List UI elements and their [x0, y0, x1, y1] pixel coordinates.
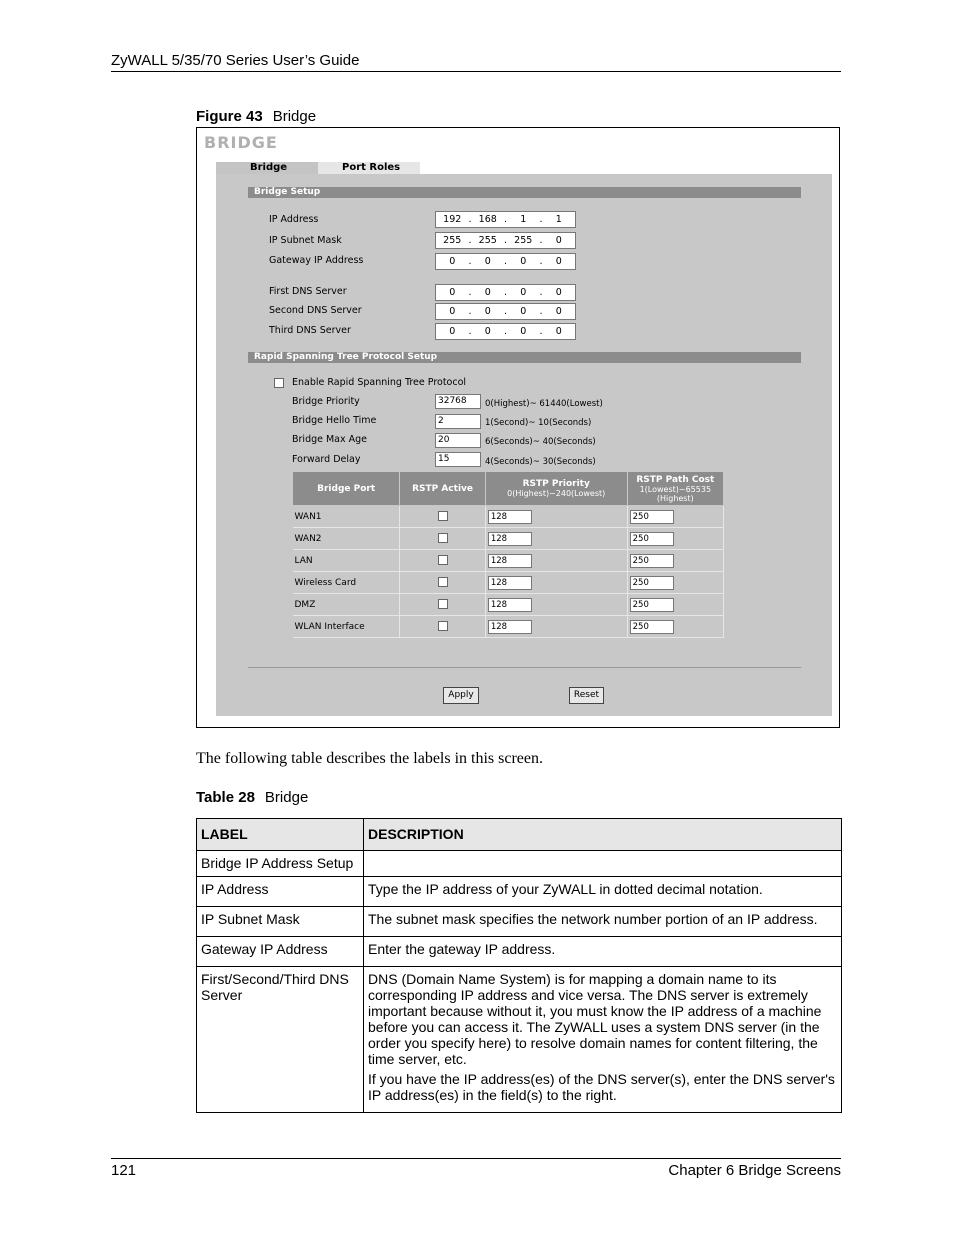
rstp-active-cell [400, 506, 486, 528]
tab-port-roles[interactable]: Port Roles [318, 162, 420, 174]
priority-cell [485, 616, 627, 638]
gateway-label: Gateway IP Address [269, 255, 364, 266]
ip-address-label: IP Address [269, 214, 319, 225]
table-row [197, 851, 842, 877]
octet: 0 [520, 256, 527, 267]
forward-delay-hint: 4(Seconds)~ 30(Seconds) [485, 457, 596, 467]
description-text-2: If you have the IP address(es) of the DNS server(s), enter the DNS server's IP address(es) in the field(s) to the right. [368, 1071, 835, 1103]
col-bridge-port: Bridge Port [293, 472, 400, 506]
third-dns-input[interactable]: 0 . 0 . 0 . 0 [435, 323, 576, 340]
priority-input[interactable]: 128 [488, 598, 532, 612]
table-label: Table 28 [196, 789, 255, 806]
intro-paragraph: The following table describes the labels in this screen. [196, 750, 544, 767]
rstp-active-cell [400, 616, 486, 638]
running-header: ZyWALL 5/35/70 Series User’s Guide [111, 52, 360, 69]
hello-time-label: Bridge Hello Time [292, 415, 377, 426]
figure-caption [196, 108, 316, 125]
description-text: Type the IP address of your ZyWALL in dotted decimal notation. [368, 881, 763, 897]
first-dns-input[interactable]: 0 . 0 . 0 . 0 [435, 284, 576, 301]
priority-input[interactable]: 128 [488, 554, 532, 568]
subnet-mask-label: IP Subnet Mask [269, 235, 342, 246]
octet: 0 [520, 287, 527, 298]
port-name: WLAN Interface [293, 616, 400, 638]
ip-address-input[interactable]: 192 . 168 . 1 . 1 [435, 211, 576, 228]
enable-rstp-label: Enable Rapid Spanning Tree Protocol [292, 377, 467, 388]
bridge-priority-label: Bridge Priority [292, 396, 360, 407]
table-row [197, 907, 842, 937]
row-label: IP Subnet Mask [197, 907, 364, 937]
octet: 0 [555, 287, 562, 298]
header-rule [111, 71, 841, 72]
rstp-active-checkbox[interactable] [438, 511, 448, 521]
hello-time-input[interactable]: 2 [435, 414, 481, 429]
forward-delay-label: Forward Delay [292, 454, 361, 465]
bridge-priority-hint: 0(Highest)~ 61440(Lowest) [485, 399, 603, 409]
priority-cell [485, 528, 627, 550]
priority-cell [485, 572, 627, 594]
second-dns-input[interactable]: 0 . 0 . 0 . 0 [435, 303, 576, 320]
octet: 0 [484, 306, 491, 317]
path-cost-input[interactable]: 250 [630, 620, 674, 634]
cost-cell [627, 506, 723, 528]
port-row [293, 594, 724, 616]
description-text: The subnet mask specifies the network number portion of an IP address. [368, 911, 818, 927]
octet: 255 [514, 235, 533, 246]
path-cost-input[interactable]: 250 [630, 598, 674, 612]
section-bridge-setup: Bridge Setup [248, 187, 801, 198]
priority-cell [485, 594, 627, 616]
port-row [293, 528, 724, 550]
octet: 0 [449, 326, 456, 337]
path-cost-input[interactable]: 250 [630, 576, 674, 590]
octet: 0 [555, 235, 562, 246]
rstp-active-cell [400, 528, 486, 550]
path-cost-input[interactable]: 250 [630, 532, 674, 546]
octet: 0 [484, 287, 491, 298]
apply-button[interactable]: Apply [443, 687, 479, 704]
cost-cell [627, 616, 723, 638]
rstp-active-cell [400, 572, 486, 594]
enable-rstp-checkbox[interactable] [274, 378, 284, 388]
col-rstp-active: RSTP Active [400, 472, 486, 506]
page-number: 121 [111, 1162, 137, 1179]
bridge-priority-input[interactable]: 32768 [435, 394, 481, 409]
port-name: DMZ [293, 594, 400, 616]
chapter-title: Chapter 6 Bridge Screens [668, 1162, 841, 1179]
priority-cell [485, 550, 627, 572]
octet: 255 [443, 235, 462, 246]
row-description [364, 907, 842, 937]
table-caption [196, 789, 308, 806]
rstp-active-checkbox[interactable] [438, 621, 448, 631]
cost-range: 1(Lowest)~65535 (Highest) [639, 484, 712, 503]
cost-cell [627, 528, 723, 550]
max-age-hint: 6(Seconds)~ 40(Seconds) [485, 437, 596, 447]
priority-input[interactable]: 128 [488, 620, 532, 634]
row-description [364, 877, 842, 907]
port-row [293, 506, 724, 528]
cost-cell [627, 572, 723, 594]
octet: 0 [449, 287, 456, 298]
rstp-active-checkbox[interactable] [438, 533, 448, 543]
octet: 1 [520, 214, 527, 225]
priority-input[interactable]: 128 [488, 510, 532, 524]
forward-delay-input[interactable]: 15 [435, 452, 481, 467]
port-row [293, 572, 724, 594]
path-cost-input[interactable]: 250 [630, 510, 674, 524]
octet: 0 [520, 326, 527, 337]
reset-button[interactable]: Reset [569, 687, 604, 704]
rstp-active-cell [400, 550, 486, 572]
port-name: Wireless Card [293, 572, 400, 594]
table-row [197, 967, 842, 1113]
max-age-label: Bridge Max Age [292, 434, 368, 445]
section-rstp-setup: Rapid Spanning Tree Protocol Setup [248, 352, 801, 363]
description-text: Enter the gateway IP address. [368, 941, 556, 957]
port-row [293, 550, 724, 572]
table-title: Bridge [264, 789, 309, 806]
port-name: LAN [293, 550, 400, 572]
rstp-active-checkbox[interactable] [438, 555, 448, 565]
label-description-table [196, 818, 842, 1113]
row-label: First/Second/Third DNS Server [197, 967, 364, 1113]
octet: 1 [555, 214, 562, 225]
rstp-active-cell [400, 594, 486, 616]
priority-range: 0(Highest)~240(Lowest) [507, 489, 606, 498]
figure-title: Bridge [272, 108, 317, 125]
row-label: IP Address [197, 877, 364, 907]
cost-header: RSTP Path Cost [636, 474, 715, 485]
port-name: WAN2 [293, 528, 400, 550]
octet: 255 [478, 235, 497, 246]
gateway-input[interactable]: 0 . 0 . 0 . 0 [435, 253, 576, 270]
octet: 168 [478, 214, 497, 225]
octet: 192 [443, 214, 462, 225]
rstp-active-checkbox[interactable] [438, 599, 448, 609]
first-dns-label: First DNS Server [269, 286, 347, 297]
octet: 0 [555, 306, 562, 317]
octet: 0 [484, 256, 491, 267]
priority-cell [485, 506, 627, 528]
row-description [364, 851, 842, 877]
row-description [364, 967, 842, 1113]
cost-cell [627, 550, 723, 572]
priority-header: RSTP Priority [522, 479, 590, 489]
hello-time-hint: 1(Second)~ 10(Seconds) [485, 418, 592, 428]
octet: 0 [449, 256, 456, 267]
row-label: Bridge IP Address Setup [197, 851, 364, 877]
rstp-active-checkbox[interactable] [438, 577, 448, 587]
max-age-input[interactable]: 20 [435, 433, 481, 448]
row-description [364, 937, 842, 967]
octet: 0 [449, 306, 456, 317]
octet: 0 [555, 326, 562, 337]
tab-bridge[interactable]: Bridge [216, 162, 318, 174]
col-rstp-priority [485, 472, 627, 506]
priority-input[interactable]: 128 [488, 532, 532, 546]
form-separator [248, 667, 801, 668]
path-cost-input[interactable]: 250 [630, 554, 674, 568]
col-rstp-path-cost [627, 472, 723, 506]
priority-input[interactable]: 128 [488, 576, 532, 590]
footer-rule [111, 1158, 841, 1159]
octet: 0 [520, 306, 527, 317]
third-dns-label: Third DNS Server [269, 325, 351, 336]
table-row [197, 937, 842, 967]
col-label: LABEL [197, 819, 364, 851]
screen-title: BRIDGE [204, 133, 278, 152]
subnet-mask-input[interactable]: 255 . 255 . 255 . 0 [435, 232, 576, 249]
port-name: WAN1 [293, 506, 400, 528]
octet: 0 [484, 326, 491, 337]
port-row [293, 616, 724, 638]
table-row [197, 877, 842, 907]
figure-label: Figure 43 [196, 108, 263, 125]
cost-cell [627, 594, 723, 616]
row-label: Gateway IP Address [197, 937, 364, 967]
col-description: DESCRIPTION [364, 819, 842, 851]
octet: 0 [555, 256, 562, 267]
second-dns-label: Second DNS Server [269, 305, 362, 316]
description-text: DNS (Domain Name System) is for mapping a domain name to its corresponding IP address and vice versa. The DNS server is extremely important because without it, you must know the IP address of a machine before you can access it. The ZyWALL uses a system DNS server (in the order you specify here) to resolve domain names for content filtering, the time server, etc. [368, 971, 822, 1067]
rstp-port-table [292, 471, 724, 638]
